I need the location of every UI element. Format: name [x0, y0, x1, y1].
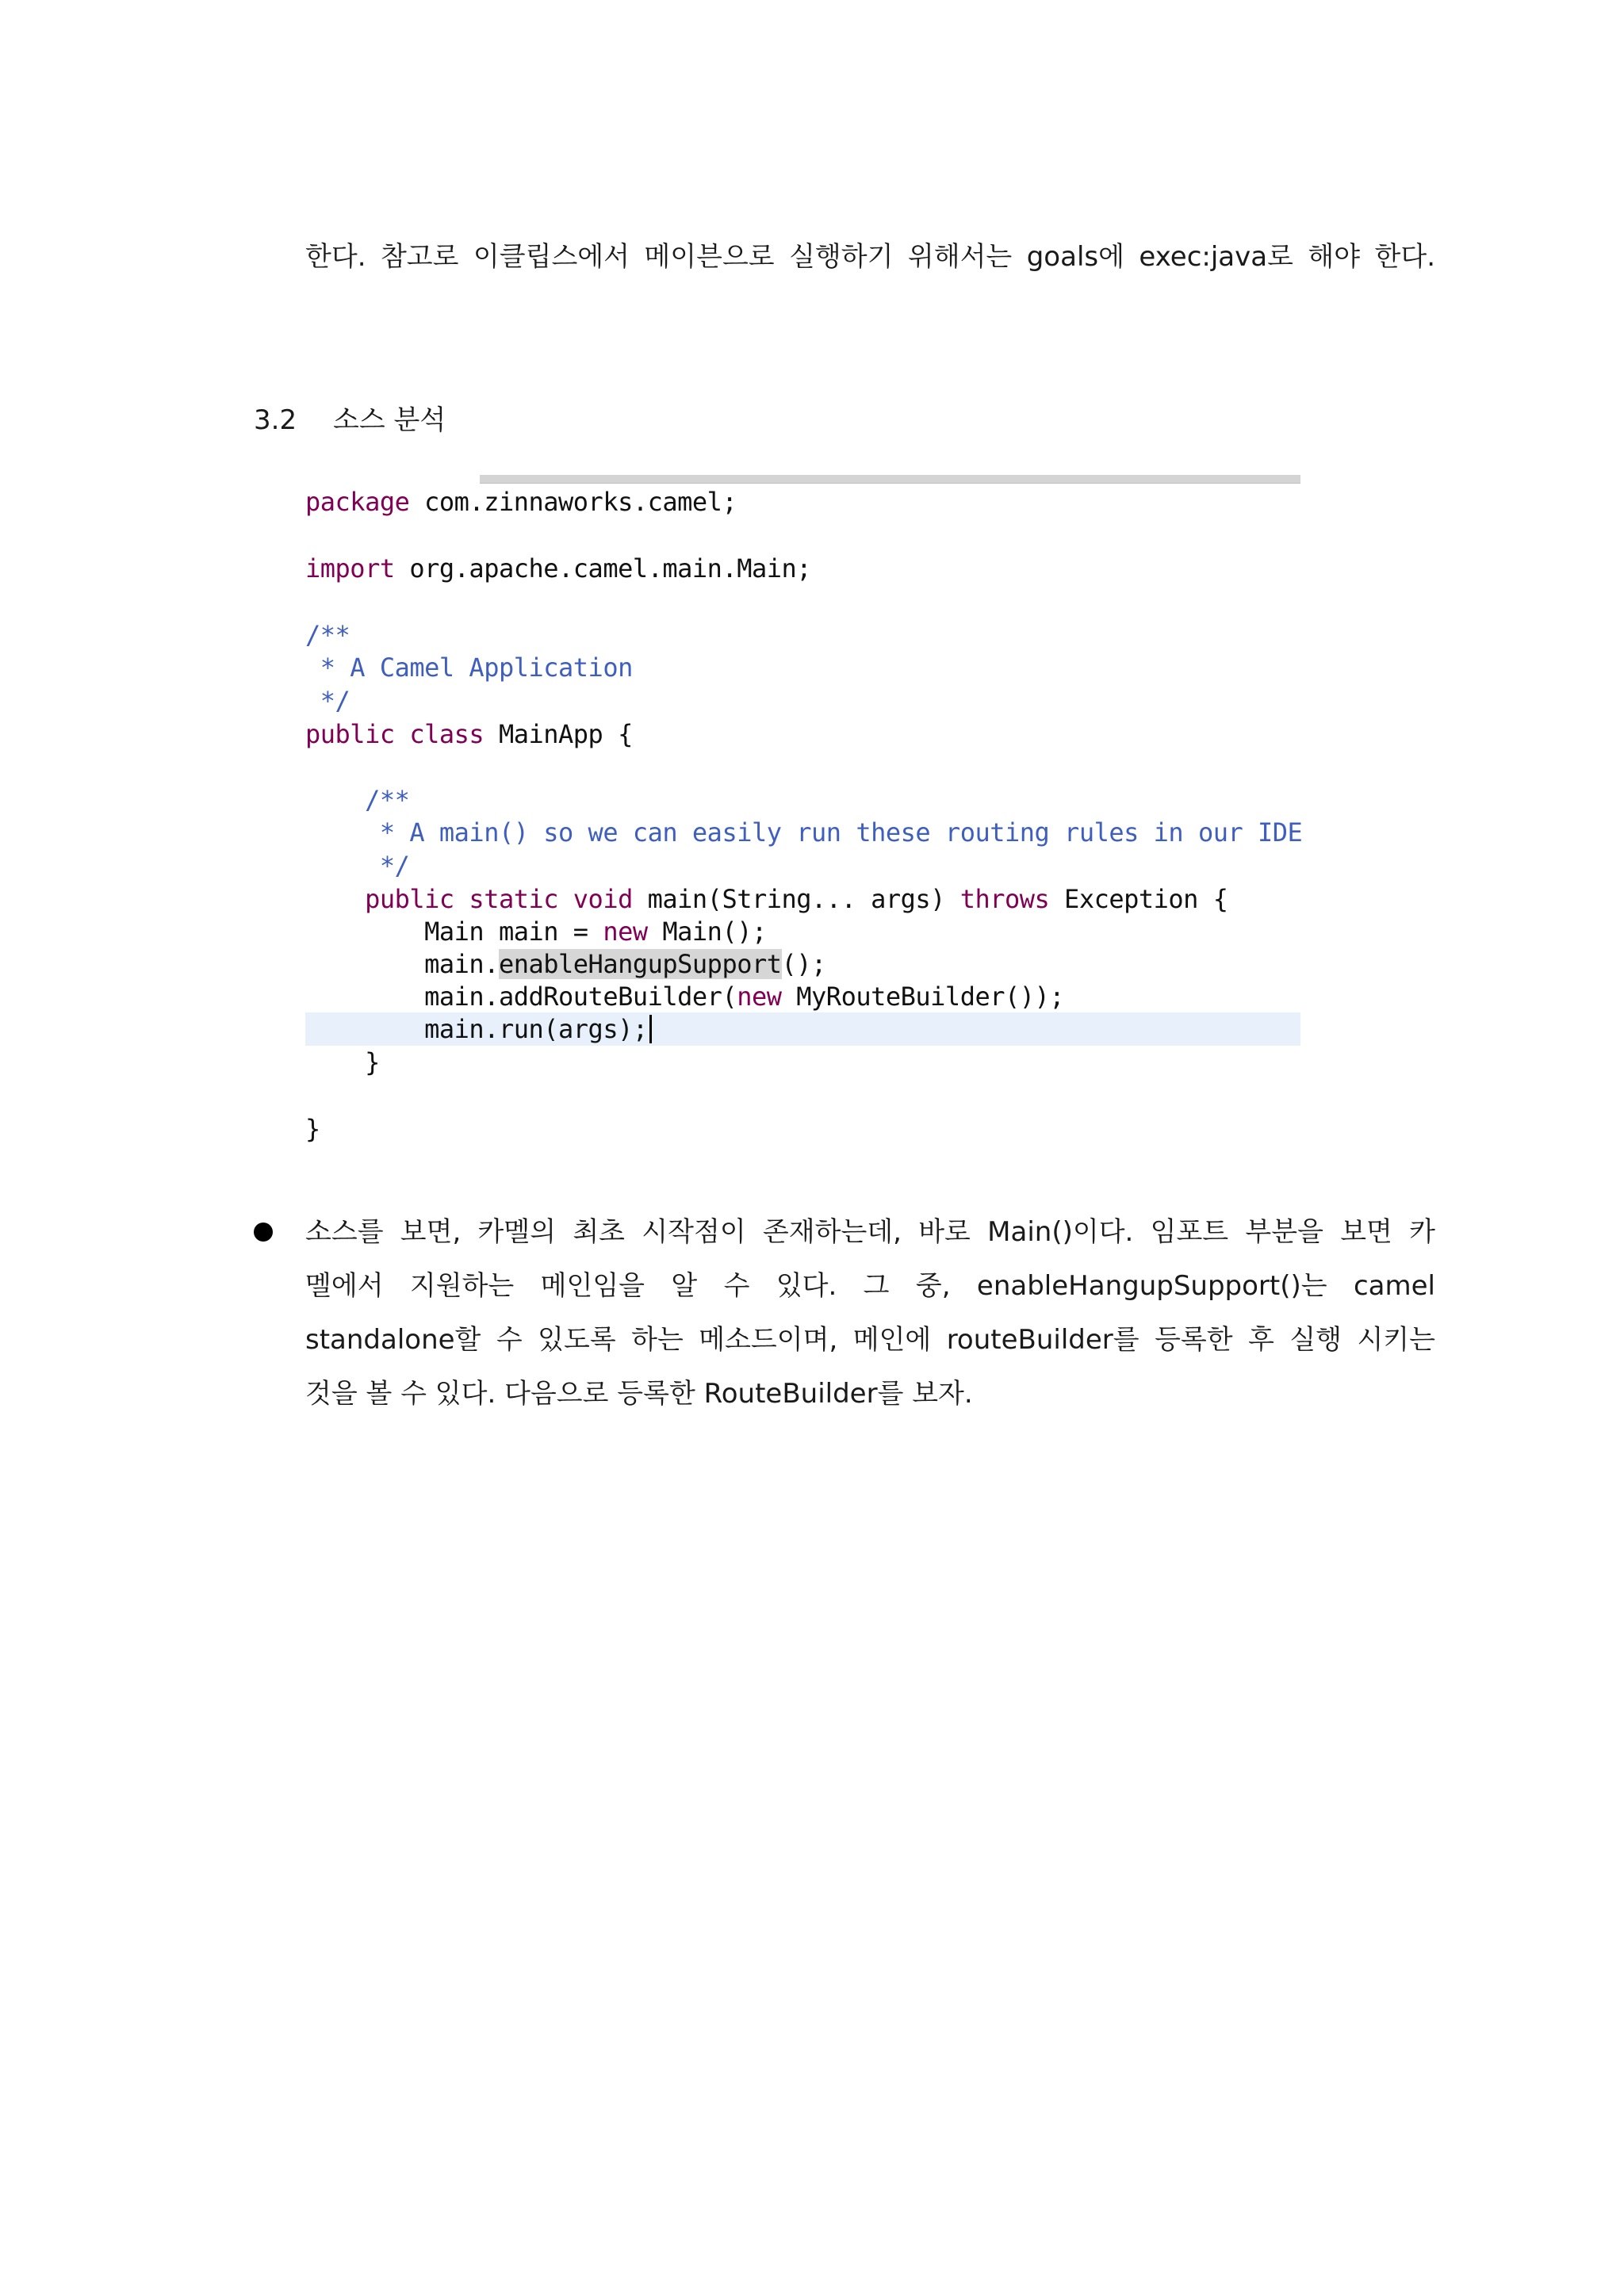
code-line-current[interactable] [305, 1012, 1300, 1046]
code-line-brace: } [305, 1047, 380, 1077]
keyword: new [603, 916, 648, 947]
keyword: class [409, 719, 485, 749]
intro-paragraph [305, 230, 1435, 284]
code-text: MyRouteBuilder()); [781, 982, 1065, 1012]
code-line-comment: /** [305, 620, 350, 650]
bullet-paragraph [305, 1205, 1435, 1421]
code-screenshot [305, 472, 1303, 1154]
paragraph-line: 것을 볼 수 있다. 다음으로 등록한 RouteBuilder를 보자. [305, 1378, 973, 1410]
code-line-comment: */ [305, 851, 410, 881]
section-number: 3.2 [254, 404, 297, 436]
editor-top-bar [480, 475, 1300, 484]
section-title: 소스 분석 [333, 404, 446, 436]
code-line-statement [305, 980, 1064, 1013]
code-line-statement [305, 947, 826, 981]
code-line-class [305, 718, 633, 751]
code-line-method [305, 882, 1228, 916]
paragraph-line: 소스를 보면, 카멜의 최초 시작점이 존재하는데, 바로 Main()이다. 임포트 부분을 보면 카 [305, 1216, 1435, 1248]
bullet-icon [254, 1223, 273, 1242]
code-line-brace: } [305, 1114, 320, 1144]
highlighted-identifier: enableHangupSupport [498, 949, 782, 979]
code-line-import [305, 552, 811, 585]
section-heading [254, 396, 446, 444]
keyword: public [365, 884, 454, 914]
indent [305, 884, 365, 914]
code-text: (); [781, 949, 826, 979]
code-text: Main(); [647, 916, 767, 947]
code-text: main. [305, 949, 499, 979]
keyword: void [573, 884, 633, 914]
code-line-comment: * A Camel Application [305, 652, 633, 683]
keyword: static [469, 884, 559, 914]
code-line-comment: /** [305, 785, 410, 815]
code-text: main(String... args) [632, 884, 960, 914]
code-text: main.addRouteBuilder( [305, 982, 737, 1012]
code-line-comment: * A main() so we can easily run these routing rules in our IDE [305, 817, 1303, 848]
keyword: public [305, 719, 395, 749]
code-text: com.zinnaworks.camel; [409, 487, 737, 517]
keyword: throws [959, 884, 1050, 914]
code-line-package [305, 485, 737, 519]
paragraph-line: 멜에서 지원하는 메인임을 알 수 있다. 그 중, enableHangupSupport()는 camel [305, 1270, 1435, 1302]
paragraph-line: standalone할 수 있도록 하는 메소드이며, 메인에 routeBuilder를 등록한 후 실행 시키는 [305, 1324, 1435, 1356]
keyword: package [305, 487, 410, 517]
code-line-statement [305, 915, 767, 948]
text-caret [649, 1015, 652, 1043]
code-text: Exception { [1049, 884, 1228, 914]
keyword: import [305, 553, 395, 584]
code-text: Main main = [305, 916, 603, 947]
code-text: MainApp { [484, 719, 633, 749]
code-text: main.run(args); [305, 1014, 648, 1044]
code-text: org.apache.camel.main.Main; [394, 553, 812, 584]
code-line-comment: */ [305, 686, 350, 716]
keyword: new [737, 982, 782, 1012]
intro-text: 한다. 참고로 이클립스에서 메이븐으로 실행하기 위해서는 goals에 exec:java로 해야 한다. [305, 241, 1435, 273]
